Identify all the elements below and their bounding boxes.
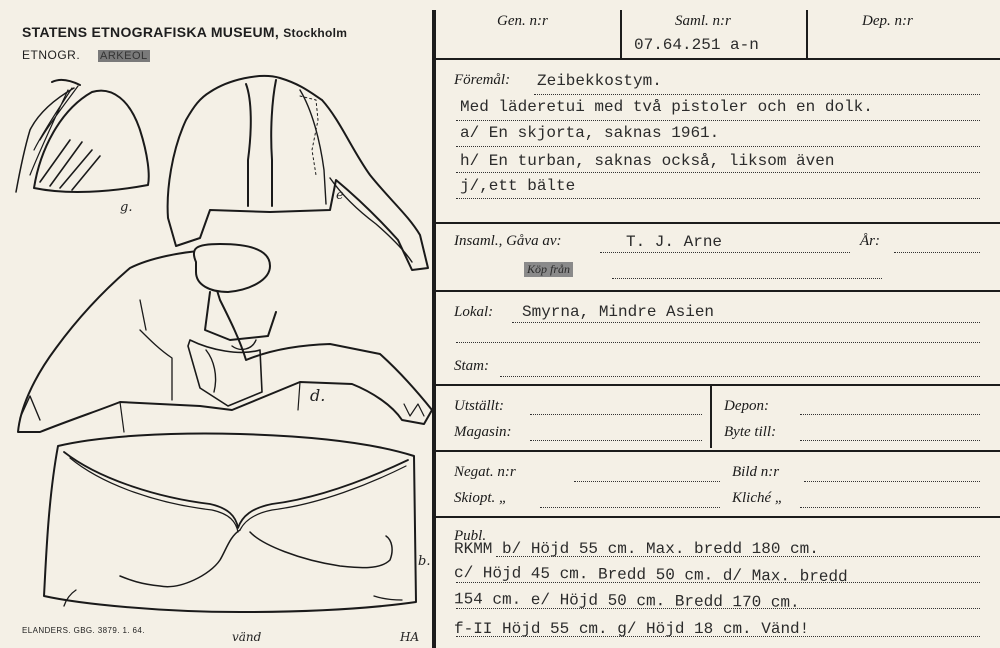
vand-note: vänd <box>232 630 262 644</box>
trousers-drawing-b <box>44 434 416 613</box>
costume-sketch <box>0 0 440 648</box>
card-divider <box>432 10 436 648</box>
foremal-dots-4 <box>456 172 980 173</box>
lokal-dots <box>512 322 980 323</box>
insaml-dots <box>600 252 850 253</box>
saml-value: 07.64.251 a-n <box>634 36 759 54</box>
jacket-drawing-e <box>168 76 428 270</box>
bild-dots <box>804 481 980 482</box>
ar-dots <box>894 252 980 253</box>
stam-label: Stam: <box>454 358 489 374</box>
label-e: e <box>336 188 344 203</box>
kliche-label: Kliché „ <box>732 490 784 506</box>
foremal-line-5: j/,ett bälte <box>460 177 576 195</box>
utstallt-dots <box>530 414 702 415</box>
foremal-dots-3 <box>456 146 980 147</box>
label-d: d. <box>310 386 326 405</box>
bild-label: Bild n:r <box>732 464 780 480</box>
dep-label: Dep. n:r <box>862 13 913 29</box>
magasin-label: Magasin: <box>454 424 512 440</box>
initials: HA <box>400 630 420 644</box>
rule-1 <box>434 58 1000 60</box>
printer-mark: ELANDERS. GBG. 3879. 1. 64. <box>22 626 145 635</box>
lokal-value: Smyrna, Mindre Asien <box>522 303 715 321</box>
publ-line-4: f-II Höjd 55 cm. g/ Höjd 18 cm. Vänd! <box>454 620 810 638</box>
insaml-value: T. J. Arne <box>626 233 723 251</box>
cap-drawing-g <box>16 80 149 192</box>
publ-label: Publ. <box>454 528 487 544</box>
foremal-label: Föremål: <box>454 72 511 88</box>
kliche-dots <box>800 507 980 508</box>
rule-2 <box>434 222 1000 224</box>
museum-city: Stockholm <box>283 26 348 40</box>
foremal-line-2: Med läderetui med två pistoler och en dolk. <box>460 98 873 116</box>
skiopt-label: Skiopt. „ <box>454 490 508 506</box>
insaml-label: Insaml., Gåva av: <box>454 233 562 249</box>
byte-label: Byte till: <box>724 424 777 440</box>
col-divider-3 <box>710 384 712 448</box>
department-struck: ARKEOL <box>100 50 148 62</box>
stam-dots <box>500 376 980 377</box>
publ-line-2: c/ Höjd 45 cm. Bredd 50 cm. d/ Max. bredd <box>453 563 848 587</box>
rule-5 <box>434 450 1000 452</box>
label-b: b. <box>418 554 431 569</box>
publ-dots-2 <box>456 582 980 583</box>
foremal-line-3: a/ En skjorta, saknas 1961. <box>460 124 720 142</box>
kop-struck: Köp från <box>524 262 573 277</box>
publ-line-1: RKMM b/ Höjd 55 cm. Max. bredd 180 cm. <box>454 540 819 558</box>
depon-dots <box>800 414 980 415</box>
negat-dots <box>574 481 720 482</box>
lokal-dots-2 <box>456 342 980 343</box>
foremal-line-4: h/ En turban, saknas också, liksom även <box>460 152 835 170</box>
publ-line-3: 154 cm. e/ Höjd 50 cm. Bredd 170 cm. <box>453 590 800 612</box>
foremal-dots-2 <box>456 120 980 121</box>
museum-name: STATENS ETNOGRAFISKA MUSEUM, <box>22 24 280 40</box>
negat-label: Negat. n:r <box>454 464 516 480</box>
publ-dots-1 <box>496 556 980 557</box>
rule-6 <box>434 516 1000 518</box>
col-divider-1 <box>620 10 622 58</box>
kop-dots <box>612 278 882 279</box>
byte-dots <box>800 440 980 441</box>
col-divider-2 <box>806 10 808 58</box>
shirt-drawing-d <box>18 244 432 432</box>
ar-label: År: <box>860 233 880 249</box>
magasin-dots <box>530 440 702 441</box>
foremal-dots-5 <box>456 198 980 199</box>
utstallt-label: Utställt: <box>454 398 505 414</box>
lokal-label: Lokal: <box>454 304 494 320</box>
saml-label: Saml. n:r <box>675 13 731 29</box>
rule-3 <box>434 290 1000 292</box>
label-g: g. <box>120 200 133 215</box>
depon-label: Depon: <box>724 398 769 414</box>
publ-dots-3 <box>456 608 980 609</box>
foremal-dots-1 <box>534 94 980 95</box>
gen-label: Gen. n:r <box>497 13 548 29</box>
rule-4 <box>434 384 1000 386</box>
skiopt-dots <box>540 507 720 508</box>
foremal-line-1: Zeibekkostym. <box>537 72 662 90</box>
department-label: ETNOGR. <box>22 48 81 62</box>
publ-dots-4 <box>456 636 980 637</box>
